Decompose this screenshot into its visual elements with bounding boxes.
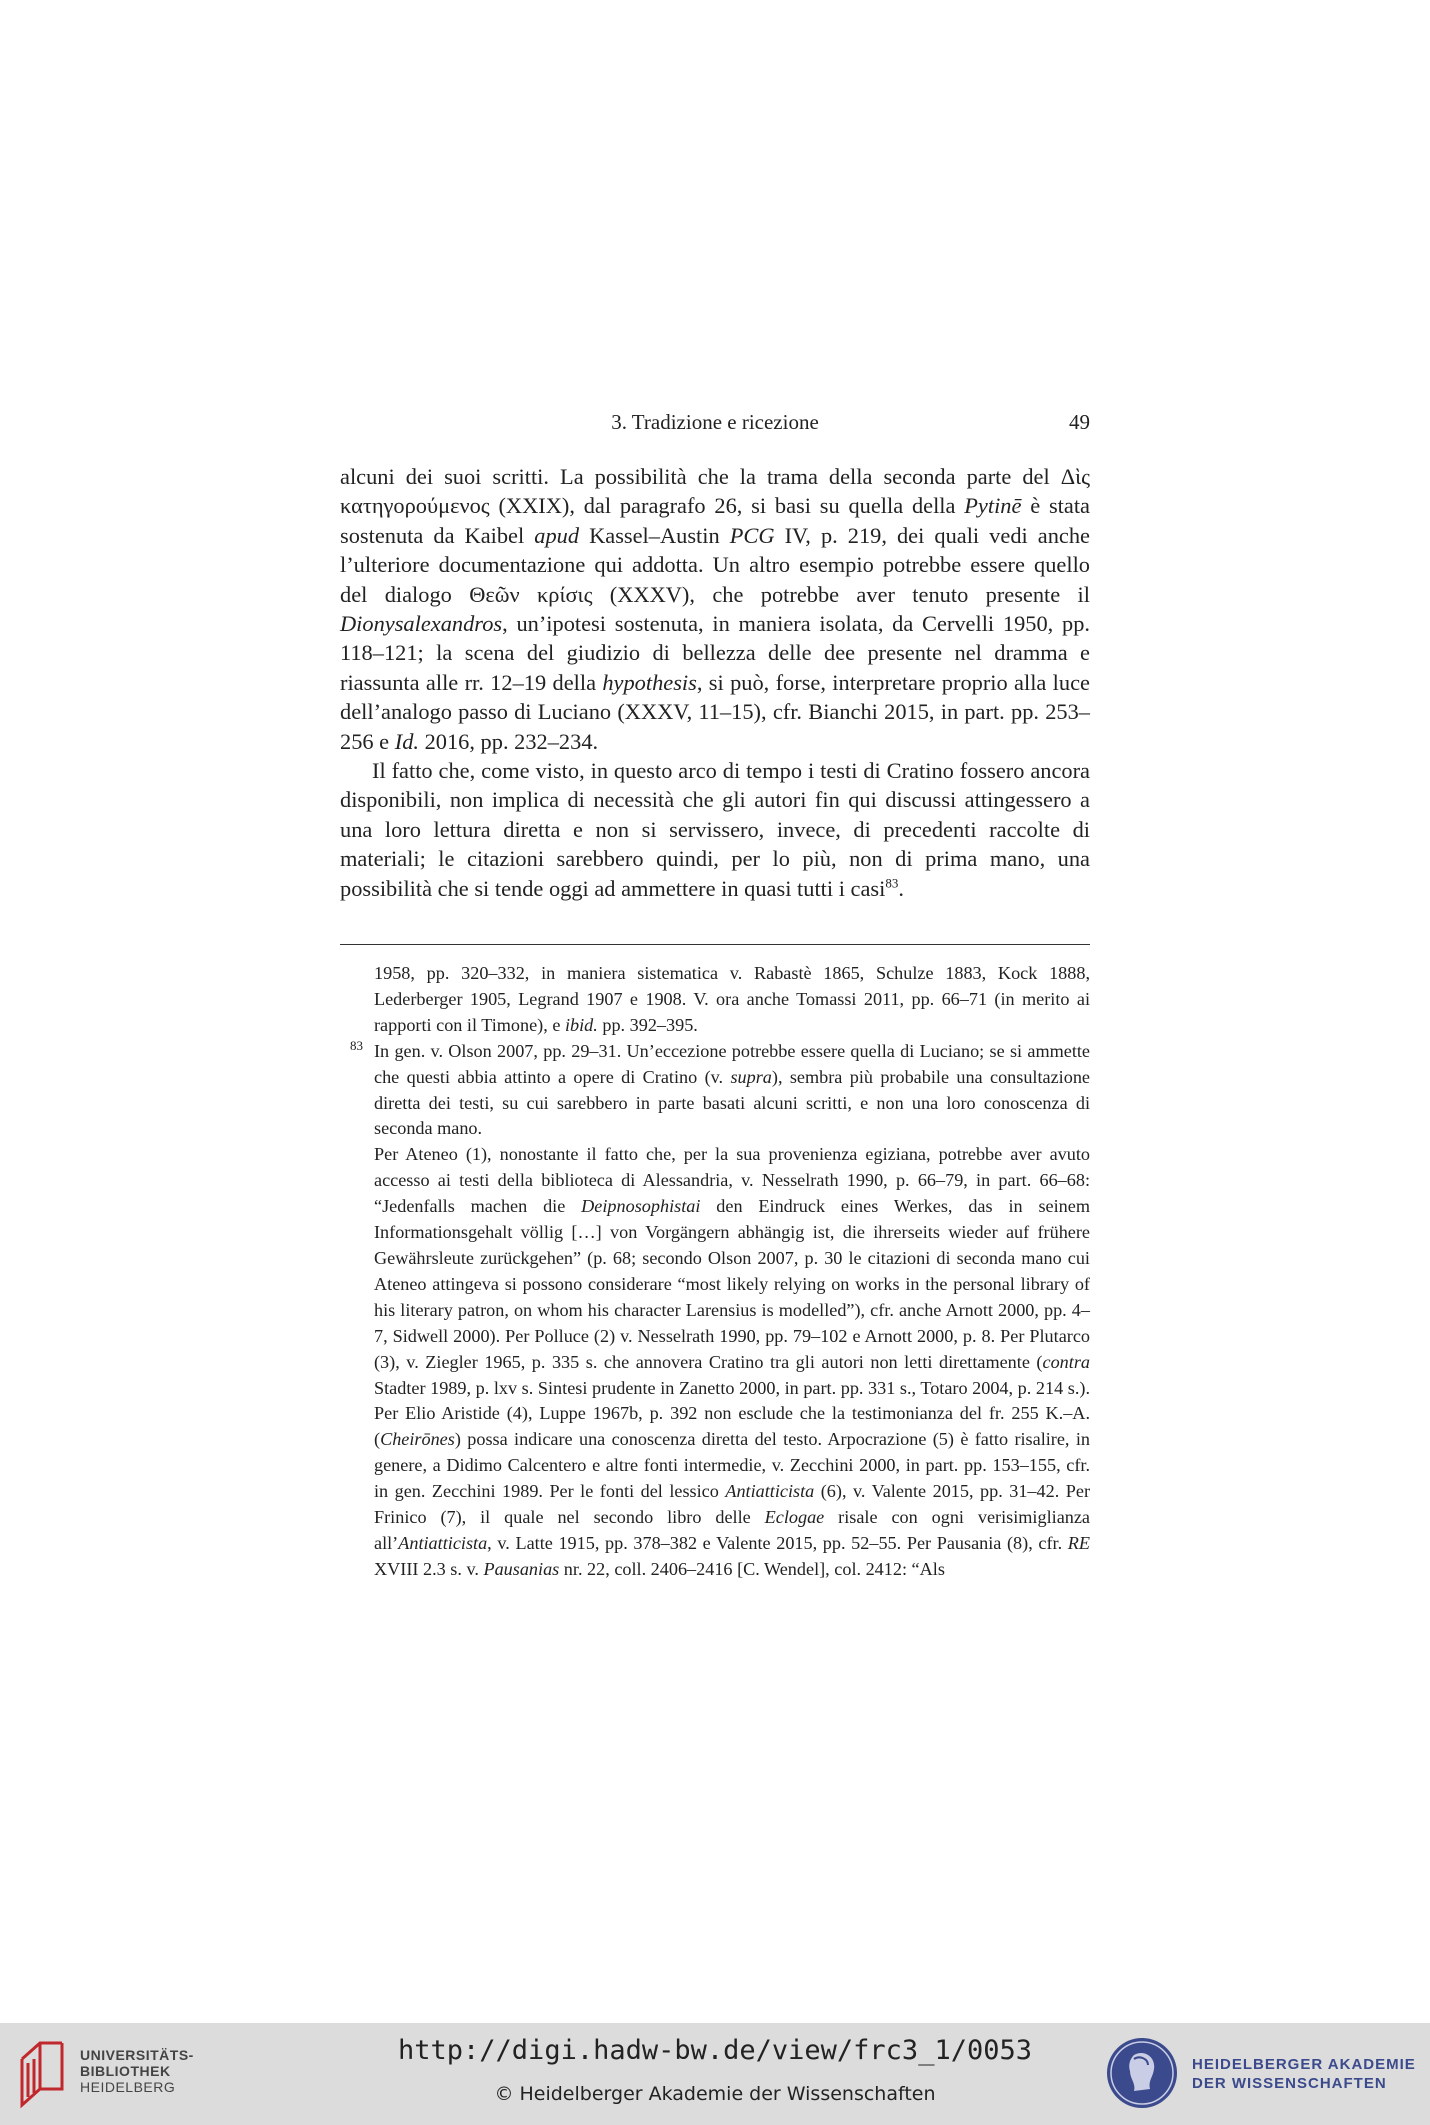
text-span: IV, p. 219, dei quali vedi anche l’ulteriore documentazione qui addotta. Un altro esempio potrebbe essere quello del dialogo	[340, 522, 1090, 607]
running-head: 3. Tradizione e ricezione	[611, 410, 819, 434]
footnote-reference[interactable]: 83	[885, 875, 899, 891]
italic-title: Cheirōnes	[380, 1429, 455, 1450]
footnote-83	[340, 1039, 1090, 1143]
text-span: 1958, pp. 320–332, in maniera sistematica v. Rabastè 1865, Schulze 1883, Kock 1888, Lederberger 1905, Legrand 1907 e 1908. V. ora anche Tomassi 2011, pp. 66–71 (in merito ai rapporti con il Timone), e	[374, 963, 1090, 1035]
italic-term: contra	[1042, 1351, 1090, 1372]
ub-line: UNIVERSITÄTS-	[80, 2047, 194, 2063]
text-span: Stadter 1989, p. lxv s. Sintesi prudente in Zanetto 2000, in part. pp. 331 s., Totaro 2004, p. 214 s.). Per Elio Aristide (4), Luppe 1967b, p. 392 non esclude che la testimonianza del fr. 255 K.–A. (	[374, 1377, 1090, 1450]
footnote-continuation	[340, 961, 1090, 1039]
text-span: 2016, pp. 232–234.	[418, 728, 599, 754]
text-span: XVIII 2.3 s. v.	[374, 1558, 484, 1579]
copyright-notice: © Heidelberger Akademie der Wissenschaften	[494, 2083, 936, 2105]
academy-line: HEIDELBERGER AKADEMIE	[1192, 2056, 1416, 2073]
footnotes	[340, 961, 1090, 1583]
text-span: , v. Latte 1915, pp. 378–382 e Valente 2015, pp. 52–55. Per Pausania (8), cfr.	[487, 1532, 1068, 1553]
greek-title: Θεῶν κρίσις	[469, 581, 593, 607]
text-span: In gen. v. Olson 2007, pp. 29–31. Un’eccezione potrebbe essere quella di Luciano; se si ammette che questi abbia attinto a opere di Cratino (v.	[374, 1040, 1090, 1087]
text-span: Kassel–Austin	[579, 522, 730, 548]
text-span: Per Ateneo (1), nonostante il fatto che, per la sua provenienza egiziana, potrebbe aver avuto accesso ai testi della biblioteca di Alessandria, v. Nesselrath 1990, p. 66–79, in part. 66–68: “Jedenfalls machen die	[374, 1144, 1090, 1217]
italic-term: ibid.	[564, 1014, 598, 1035]
academy-name	[1192, 2055, 1416, 2093]
text-span: nr. 22, coll. 2406–2416 [C. Wendel], col. 2412: “Als	[559, 1558, 945, 1579]
page-header	[340, 404, 1090, 440]
text-span: ), sembra più probabile una consultazione diretta dei testi, su cui sarebbero in parte basati alcuni scritti, e non una loro conoscenza di seconda mano.	[374, 1066, 1090, 1139]
text-span: den Eindruck eines Werkes, das in seinem Informationsgehalt völlig […] von Vorgängern abhängig ist, die ihrerseits wieder auf frühere Gewährsleute zurückgehen” (p. 68; secondo Olson 2007, p. 30 le citazioni di seconda mano cui Ateneo attingeva si possono considerare “most likely relying on works in the personal library of his literary patron, on whom his character Larensius is modelled”), cfr. anche Arnott 2000, pp. 4–7, Sidwell 2000). Per Polluce (2) v. Nesselrath 1990, pp. 79–102 e Arnott 2000, p. 8. Per Plutarco (3), v. Ziegler 1965, p. 335 s. che annovera Cratino tra gli autori non letti direttamente (	[374, 1196, 1090, 1372]
text-span: , un’ipotesi sostenuta, in maniera isolata, da Cervelli 1950, pp. 118–121; la scena del giudizio di bellezza delle dee presente nel dramma e riassunta alle rr. 12–19 della	[340, 611, 1090, 695]
text-span: (6), v. Valente 2015, pp. 31–42. Per Frinico (7), il quale nel secondo libro delle	[374, 1481, 1090, 1528]
footnote-83-continued	[340, 1142, 1090, 1582]
paragraph-1	[340, 462, 1090, 756]
text-span: pp. 392–395.	[597, 1014, 698, 1035]
text-span: (XXXV), che potrebbe aver tenuto presente il	[592, 581, 1091, 607]
academy-line: DER WISSENSCHAFTEN	[1192, 2075, 1387, 2092]
text-span: alcuni dei suoi scritti. La possibilità che la trama della seconda parte del	[340, 464, 1061, 489]
italic-title: Deipnosophistai	[581, 1196, 701, 1217]
text-span: Il fatto che, come visto, in questo arco di tempo i testi di Cratino fossero ancora disponibili, non implica di necessità che gli autori fin qui discussi attingessero a una loro lettura diretta e non si servissero, invece, di precedenti raccolte di materiali; le citazioni sarebbero quindi, per lo più, non di prima mano, una possibilità che si tende oggi ad ammettere in quasi tutti i casi	[340, 758, 1090, 901]
ub-line: BIBLIOTHEK	[80, 2063, 171, 2079]
italic-term: PCG	[729, 522, 775, 548]
italic-title: Eclogae	[764, 1507, 825, 1528]
main-text	[340, 462, 1090, 903]
text-span: risale con ogni verisimiglianza all’	[374, 1507, 1090, 1553]
italic-term: Pausanias	[483, 1558, 560, 1579]
document-url-link[interactable]: http://digi.hadw-bw.de/view/frc3_1/0053	[398, 2035, 1032, 2066]
text-span: , si può, forse, interpretare proprio alla luce dell’analogo passo di Luciano (XXXV, 11–15), cfr. Bianchi 2015, in part. pp. 253–256 e	[340, 669, 1090, 754]
italic-title: Antiatticista	[725, 1481, 815, 1502]
text-span: (XXIX), dal paragrafo 26, si basi su quella della	[489, 493, 965, 519]
italic-title: Pytinē	[964, 493, 1022, 519]
text-span: ) possa indicare una conoscenza diretta del testo. Arpocrazione (5) è fatto risalire, in genere, a Didimo Calcentero e altre fonti intermedie, v. Zecchini 2000, in part. pp. 153–155, cfr. in gen. Zecchini 1989. Per le fonti del lessico	[374, 1429, 1090, 1502]
text-span: è stata sostenuta da Kaibel	[340, 493, 1090, 548]
footnote-number: 83	[350, 1037, 363, 1053]
italic-term: Id.	[394, 728, 419, 754]
text-span: .	[898, 875, 904, 901]
italic-title: Antiatticista	[398, 1532, 488, 1553]
greek-title: Δὶς κατηγορούμενος	[340, 464, 1090, 519]
academy-seal-logo-icon[interactable]	[1104, 2035, 1180, 2111]
italic-term: hypothesis	[602, 669, 697, 695]
page-number: 49	[1069, 410, 1090, 434]
footnote-rule	[340, 944, 1090, 945]
ub-line: HEIDELBERG	[80, 2079, 176, 2095]
italic-term: supra	[730, 1066, 772, 1087]
italic-term: RE	[1067, 1532, 1090, 1553]
paragraph-2	[340, 756, 1090, 903]
viewer-footer	[0, 2023, 1430, 2125]
italic-title: Dionysalexandros	[340, 611, 503, 637]
italic-term: apud	[534, 522, 580, 548]
